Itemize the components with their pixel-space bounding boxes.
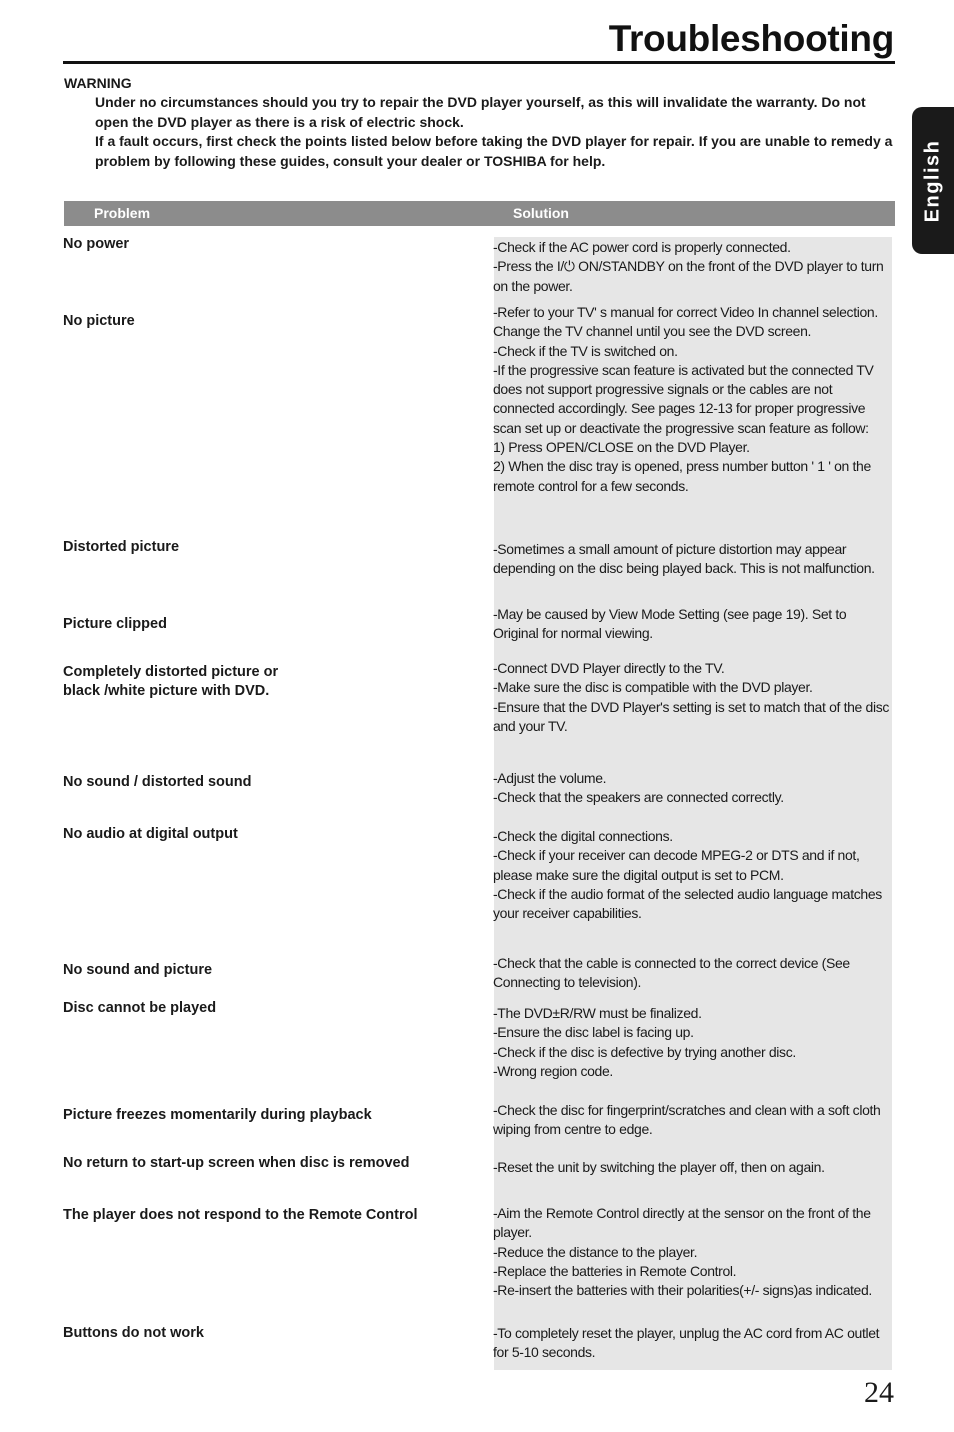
problem-cell	[63, 961, 483, 980]
problem-line: No sound and picture	[63, 962, 213, 978]
solution-line: -Wrong region code.	[493, 1062, 613, 1079]
solution-line: -Adjust the volume.	[493, 770, 607, 786]
problem-cell	[63, 615, 483, 634]
problem-line: Buttons do not work	[63, 1325, 204, 1341]
language-tab-label: English	[921, 139, 944, 222]
solution-line: -Ensure the disc label is facing up.	[493, 1024, 694, 1041]
solution-cell	[493, 540, 893, 579]
problem-cell	[63, 1206, 483, 1225]
problem-line: Disc cannot be played	[63, 1000, 217, 1016]
problem-line: No power	[63, 236, 130, 252]
title-rule	[63, 61, 895, 64]
solution-line: -To completely reset the player, unplug the AC cord from AC outlet for 5-10 seconds.	[493, 1325, 880, 1361]
problem-cell	[63, 825, 483, 844]
solution-line: -Check if the AC power cord is properly connected.	[493, 239, 791, 255]
solution-cell	[493, 769, 893, 808]
solution-cell	[493, 1004, 893, 1081]
problem-line: No return to start-up screen when disc is removed	[63, 1155, 410, 1171]
solution-line: -Check if the audio format of the selected audio language matches your receiver capabilities.	[493, 885, 882, 922]
problem-column-header: Problem	[94, 205, 151, 221]
language-tab	[912, 107, 954, 254]
page-number: 24	[864, 1376, 894, 1409]
solution-line: -If the progressive scan feature is activated but the connected TV does not support progressive signals or the cables are not connected accordingly. See pages 12-13 for proper progressive scan set up or deactivate the progressive scan feature as follow:	[493, 361, 874, 436]
solution-cell	[493, 605, 893, 644]
problem-cell	[63, 663, 483, 701]
solution-line: -Make sure the disc is compatible with the DVD player.	[493, 679, 813, 696]
problem-line: Picture clipped	[63, 616, 167, 632]
problem-line: Completely distorted picture or	[63, 664, 279, 680]
solution-line: -Replace the batteries in Remote Control.	[493, 1262, 737, 1279]
solution-cell	[493, 1324, 893, 1363]
problem-line: No picture	[63, 313, 135, 329]
problem-line: No audio at digital output	[63, 826, 238, 842]
problem-cell	[63, 1324, 483, 1343]
solution-line: -Check if the TV is switched on.	[493, 342, 678, 359]
solution-line: -Press the I/⏻ ON/STANDBY on the front of the DVD player to turn on the power.	[493, 258, 884, 294]
warning-heading: WARNING	[64, 75, 132, 91]
solution-line: 1) Press OPEN/CLOSE on the DVD Player.	[493, 439, 750, 456]
solution-line: -Check the digital connections.	[493, 828, 673, 844]
solution-cell	[493, 827, 893, 923]
solution-line: -Refer to your TV' s manual for correct Video In channel selection. Change the TV channel until you see the DVD screen.	[493, 304, 878, 340]
solution-line: -Sometimes a small amount of picture distortion may appear depending on the disc being played back. This is not malfunction.	[493, 541, 875, 577]
solution-column-header: Solution	[513, 205, 569, 221]
problem-cell	[63, 1106, 483, 1125]
problem-cell	[63, 1154, 483, 1173]
solution-cell	[493, 1158, 893, 1177]
problem-line: black /white picture with DVD.	[63, 683, 270, 699]
solution-cell	[493, 238, 893, 296]
solution-line: -Reset the unit by switching the player off, then on again.	[493, 1159, 825, 1175]
solution-line: 2) When the disc tray is opened, press number button ' 1 ' on the remote control for a few seconds.	[493, 458, 871, 494]
problem-line: The player does not respond to the Remote Control	[63, 1207, 418, 1223]
solution-line: -Check if the disc is defective by trying another disc.	[493, 1043, 796, 1060]
solution-line: -The DVD±R/RW must be finalized.	[493, 1005, 702, 1021]
warning-paragraph: Under no circumstances should you try to repair the DVD player yourself, as this will invalidate the warranty. Do not open the DVD player as there is a risk of electric shock.	[95, 94, 866, 130]
solution-cell	[493, 1101, 893, 1140]
solution-cell	[493, 1204, 893, 1300]
warning-paragraph: If a fault occurs, first check the points listed below before taking the DVD player for repair. If you are unable to remedy a problem by following these guides, consult your dealer or TOSHIBA for help.	[95, 133, 893, 169]
table-header	[64, 201, 895, 226]
problem-line: Picture freezes momentarily during playback	[63, 1107, 372, 1123]
warning-body	[95, 93, 900, 171]
solution-cell	[493, 954, 893, 993]
problem-cell	[63, 999, 483, 1018]
page-title: Troubleshooting	[608, 18, 894, 59]
solution-line: -Reduce the distance to the player.	[493, 1243, 698, 1260]
problem-cell	[63, 235, 483, 254]
solution-cell	[493, 659, 893, 736]
solution-line: -May be caused by View Mode Setting (see page 19). Set to Original for normal viewing.	[493, 606, 847, 642]
problem-cell	[63, 312, 483, 331]
solution-cell	[493, 303, 893, 496]
solution-line: -Check the disc for fingerprint/scratches and clean with a soft cloth wiping from centre to edge.	[493, 1102, 881, 1138]
solution-line: -Re-insert the batteries with their polarities(+/- signs)as indicated.	[493, 1282, 872, 1299]
problem-cell	[63, 773, 483, 792]
solution-line: -Check that the speakers are connected correctly.	[493, 789, 784, 806]
solution-line: -Aim the Remote Control directly at the sensor on the front of the player.	[493, 1205, 871, 1241]
solution-line: -Check if your receiver can decode MPEG-2 or DTS and if not, please make sure the digital output is set to PCM.	[493, 847, 860, 883]
solution-line: -Check that the cable is connected to the correct device (See Connecting to television).	[493, 955, 850, 991]
problem-line: No sound / distorted sound	[63, 774, 252, 790]
problem-cell	[63, 538, 483, 557]
solution-line: -Ensure that the DVD Player's setting is set to match that of the disc and your TV.	[493, 698, 890, 734]
problem-line: Distorted picture	[63, 539, 180, 555]
solution-line: -Connect DVD Player directly to the TV.	[493, 660, 725, 676]
